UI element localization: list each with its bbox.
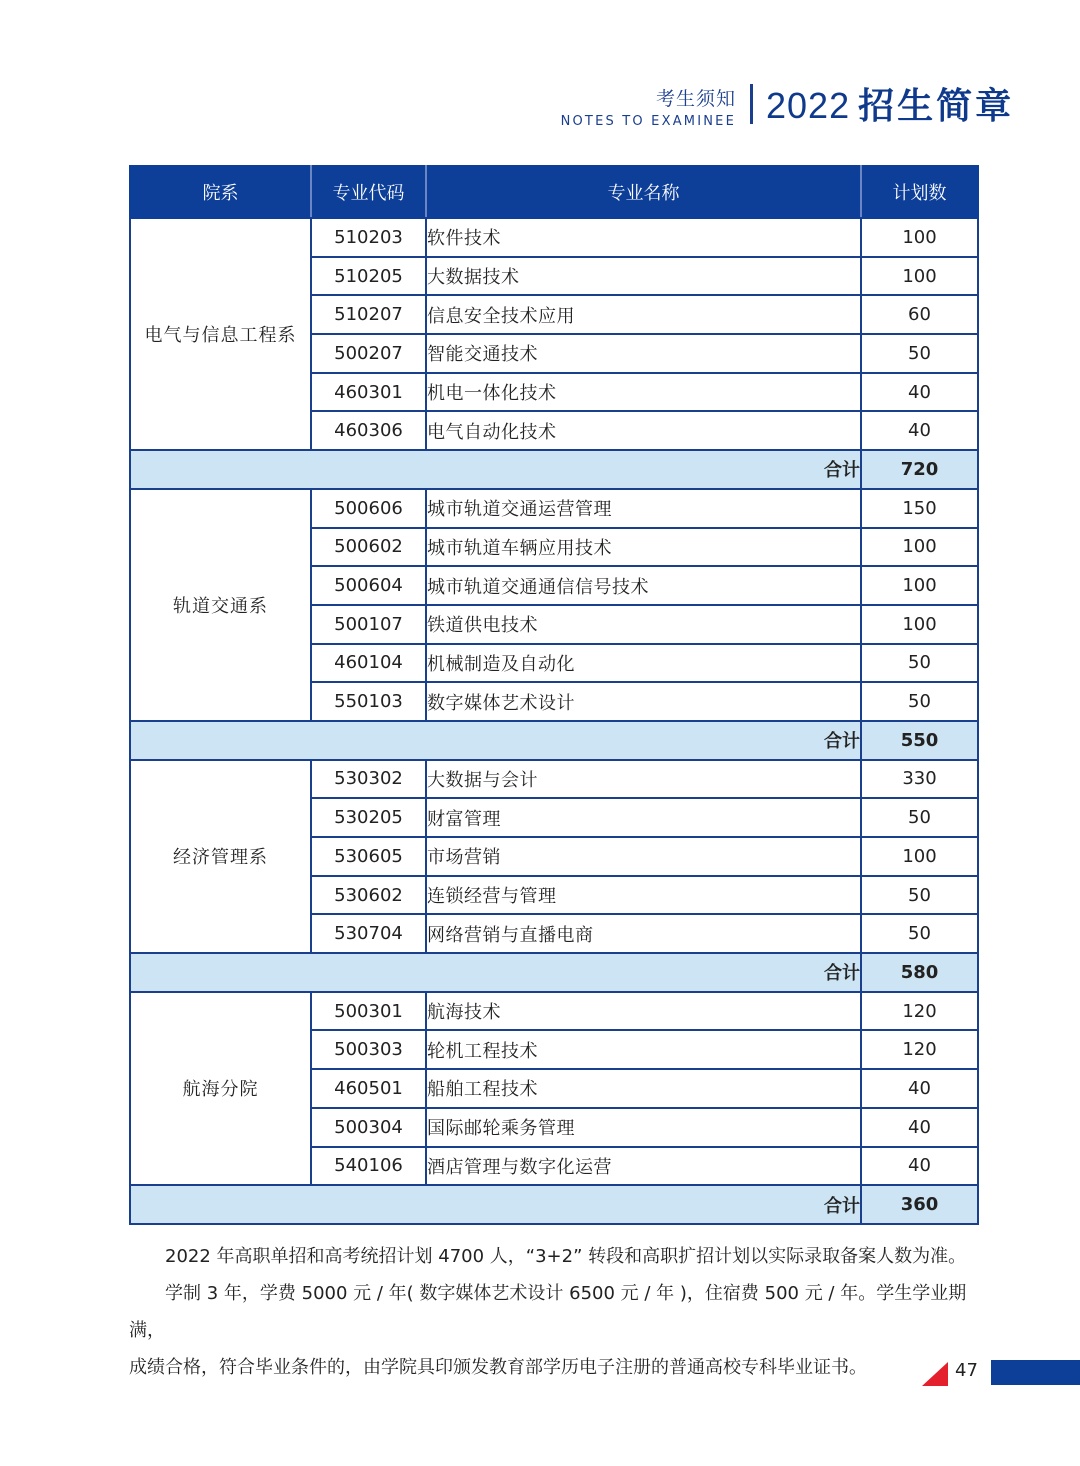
major-name-cell: 市场营销 — [426, 837, 861, 876]
subtotal-row — [130, 721, 978, 760]
major-code-cell: 460301 — [311, 373, 426, 412]
column-header-department: 院系 — [130, 166, 311, 218]
major-code-cell: 500301 — [311, 992, 426, 1031]
notes — [129, 1238, 979, 1386]
plan-count-cell: 40 — [861, 1108, 978, 1147]
major-name-cell: 连锁经营与管理 — [426, 876, 861, 915]
major-code-cell: 500602 — [311, 528, 426, 567]
major-name-cell: 城市轨道交通运营管理 — [426, 489, 861, 528]
major-name-cell: 铁道供电技术 — [426, 605, 861, 644]
major-name-cell: 软件技术 — [426, 218, 861, 257]
note-line: 学制 3 年，学费 5000 元 / 年( 数字媒体艺术设计 6500 元 / 年 )，住宿费 500 元 / 年。学生学业期满， — [129, 1283, 967, 1341]
plan-count-cell: 100 — [861, 257, 978, 296]
major-code-cell: 510203 — [311, 218, 426, 257]
major-code-cell: 540106 — [311, 1147, 426, 1186]
plan-count-cell: 40 — [861, 1069, 978, 1108]
major-name-cell: 电气自动化技术 — [426, 411, 861, 450]
plan-count-cell: 100 — [861, 837, 978, 876]
plan-count-cell: 40 — [861, 373, 978, 412]
major-code-cell: 500207 — [311, 334, 426, 373]
major-name-cell: 城市轨道车辆应用技术 — [426, 528, 861, 567]
major-code-cell: 500107 — [311, 605, 426, 644]
major-code-cell: 500303 — [311, 1030, 426, 1069]
major-code-cell: 500604 — [311, 566, 426, 605]
note-line: 2022 年高职单招和高考统招计划 4700 人，“3+2” 转段和高职扩招计划以实际录取备案人数为准。 — [165, 1246, 967, 1267]
plan-count-cell: 60 — [861, 295, 978, 334]
subtotal-value: 720 — [861, 450, 978, 489]
major-code-cell: 510207 — [311, 295, 426, 334]
department-cell: 航海分院 — [130, 992, 311, 1185]
enrollment-plan-table — [129, 165, 979, 1225]
department-cell: 经济管理系 — [130, 760, 311, 953]
department-cell: 电气与信息工程系 — [130, 218, 311, 450]
header-divider — [750, 84, 753, 124]
major-name-cell: 船舶工程技术 — [426, 1069, 861, 1108]
page-title-text: 招生简章 — [858, 86, 1015, 127]
section-label — [561, 84, 736, 129]
corner-triangle-icon — [922, 1362, 948, 1386]
plan-count-cell: 120 — [861, 992, 978, 1031]
plan-count-cell: 100 — [861, 528, 978, 567]
subtotal-value: 550 — [861, 721, 978, 760]
major-code-cell: 500606 — [311, 489, 426, 528]
plan-count-cell: 100 — [861, 566, 978, 605]
section-label-en: NOTES TO EXAMINEE — [560, 114, 736, 129]
page-number: 47 — [955, 1360, 978, 1381]
major-code-cell: 530605 — [311, 837, 426, 876]
subtotal-row — [130, 953, 978, 992]
subtotal-value: 360 — [861, 1185, 978, 1224]
major-code-cell: 530205 — [311, 798, 426, 837]
major-code-cell: 550103 — [311, 682, 426, 721]
plan-count-cell: 40 — [861, 1147, 978, 1186]
major-code-cell: 460501 — [311, 1069, 426, 1108]
subtotal-label: 合计 — [130, 721, 861, 760]
plan-count-cell: 50 — [861, 798, 978, 837]
section-label-cn: 考生须知 — [655, 88, 736, 110]
plan-count-cell: 330 — [861, 760, 978, 799]
page-title — [766, 78, 1014, 129]
note-line: 成绩合格，符合毕业条件的，由学院具印颁发教育部学历电子注册的普通高校专科毕业证书。 — [129, 1357, 867, 1378]
major-name-cell: 国际邮轮乘务管理 — [426, 1108, 861, 1147]
major-name-cell: 大数据技术 — [426, 257, 861, 296]
major-code-cell: 530302 — [311, 760, 426, 799]
major-name-cell: 城市轨道交通通信信号技术 — [426, 566, 861, 605]
plan-count-cell: 50 — [861, 876, 978, 915]
major-code-cell: 500304 — [311, 1108, 426, 1147]
major-name-cell: 航海技术 — [426, 992, 861, 1031]
plan-count-cell: 150 — [861, 489, 978, 528]
plan-count-cell: 100 — [861, 605, 978, 644]
major-name-cell: 信息安全技术应用 — [426, 295, 861, 334]
plan-count-cell: 50 — [861, 914, 978, 953]
subtotal-label: 合计 — [130, 1185, 861, 1224]
major-code-cell: 510205 — [311, 257, 426, 296]
major-name-cell: 轮机工程技术 — [426, 1030, 861, 1069]
subtotal-row — [130, 450, 978, 489]
plan-count-cell: 50 — [861, 682, 978, 721]
footer-bar — [991, 1360, 1080, 1385]
page-title-year: 2022 — [766, 85, 851, 126]
subtotal-value: 580 — [861, 953, 978, 992]
plan-count-cell: 100 — [861, 218, 978, 257]
plan-count-cell: 50 — [861, 644, 978, 683]
major-code-cell: 530602 — [311, 876, 426, 915]
plan-count-cell: 120 — [861, 1030, 978, 1069]
column-header-code: 专业代码 — [311, 166, 426, 218]
major-code-cell: 460306 — [311, 411, 426, 450]
table-row — [130, 489, 978, 528]
plan-count-cell: 40 — [861, 411, 978, 450]
major-name-cell: 机械制造及自动化 — [426, 644, 861, 683]
table-header-row — [130, 166, 978, 218]
plan-count-cell: 50 — [861, 334, 978, 373]
major-name-cell: 智能交通技术 — [426, 334, 861, 373]
major-name-cell: 数字媒体艺术设计 — [426, 682, 861, 721]
major-name-cell: 酒店管理与数字化运营 — [426, 1147, 861, 1186]
major-name-cell: 财富管理 — [426, 798, 861, 837]
major-code-cell: 460104 — [311, 644, 426, 683]
column-header-major: 专业名称 — [426, 166, 861, 218]
major-name-cell: 大数据与会计 — [426, 760, 861, 799]
subtotal-label: 合计 — [130, 450, 861, 489]
department-cell: 轨道交通系 — [130, 489, 311, 721]
subtotal-label: 合计 — [130, 953, 861, 992]
table-row — [130, 992, 978, 1031]
major-name-cell: 机电一体化技术 — [426, 373, 861, 412]
major-name-cell: 网络营销与直播电商 — [426, 914, 861, 953]
major-code-cell: 530704 — [311, 914, 426, 953]
column-header-count: 计划数 — [861, 166, 978, 218]
subtotal-row — [130, 1185, 978, 1224]
table-row — [130, 218, 978, 257]
table-row — [130, 760, 978, 799]
